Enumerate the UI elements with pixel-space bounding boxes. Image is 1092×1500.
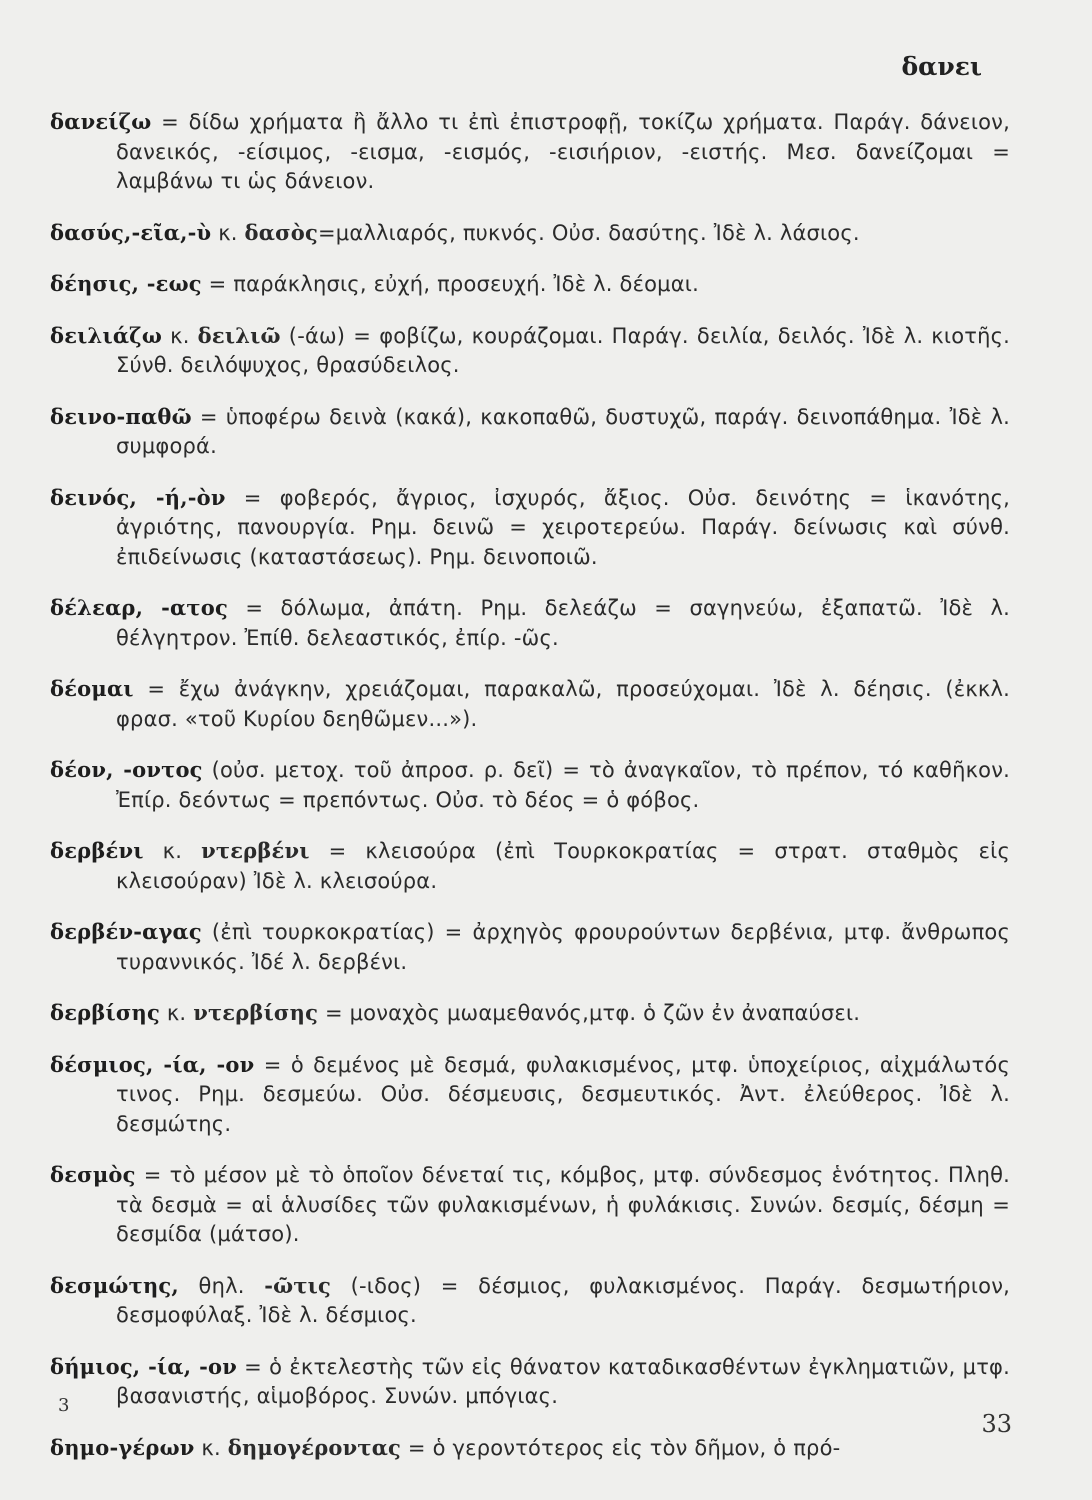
- headword: δέλεαρ, -ατος: [50, 595, 228, 620]
- dictionary-entry: [50, 674, 1010, 734]
- definition-cont: =μαλλιαρός, πυκνός. Οὐσ. δασύτης. Ἰδὲ λ. λάσιος.: [317, 220, 860, 245]
- definition: = παράκλησις, εὐχή, προσευχή. Ἰδὲ λ. δέομαι.: [201, 272, 699, 296]
- dictionary-entry: [50, 998, 1010, 1029]
- definition: = δίδω χρήματα ἢ ἄλλο τι ἐπὶ ἐπιστροφῇ, τοκίζω χρήματα. Παράγ. δάνειον, δανεικός, -είσιμος, -εισμα, -εισμός, -εισιήριον, -ειστής. Μεσ. δανείζομαι = λαμβάνω τι ὡς δάνειον.: [116, 110, 1010, 193]
- headword: δερβέν-αγας: [50, 919, 202, 944]
- headword: δεινός, -ή,-ὸν: [50, 484, 226, 510]
- definition: κ.: [211, 220, 245, 245]
- dictionary-entry: [50, 218, 1010, 249]
- dictionary-entry: [50, 1352, 1010, 1412]
- definition: κ.: [162, 323, 198, 348]
- dictionary-entry: [50, 836, 1010, 896]
- definition: κ.: [194, 1435, 228, 1460]
- definition: κ.: [159, 1001, 194, 1025]
- definition-cont: = ὁ γεροντότερος εἰς τὸν δῆμον, ὁ πρό-: [401, 1435, 841, 1460]
- page-number: 33: [981, 1410, 1012, 1438]
- dictionary-entry: [50, 402, 1010, 462]
- dictionary-entry: [50, 1271, 1010, 1331]
- variant-headword: -ῶτις: [264, 1272, 332, 1298]
- definition-cont: = μοναχὸς μωαμεθανός,μτφ. ὁ ζῶν ἐν ἀναπαύσει.: [318, 1001, 861, 1025]
- headword: δέον, -οντος: [50, 757, 203, 782]
- running-head: δανει: [901, 52, 982, 81]
- headword: δεσμώτης,: [50, 1272, 179, 1298]
- definition: (οὐσ. μετοχ. τοῦ ἀπροσ. ρ. δεῖ) = τὸ ἀναγκαῖον, τὸ πρέπον, τό καθῆκον. Ἐπίρ. δεόντως = πρεπόντως. Οὐσ. τὸ δέος = ὁ φόβος.: [116, 758, 1011, 812]
- variant-headword: δημογέροντας: [227, 1434, 402, 1460]
- definition: = ὑποφέρω δεινὰ (κακά), κακοπαθῶ, δυστυχῶ, παράγ. δεινοπάθημα. Ἰδὲ λ. συμφορά.: [116, 404, 1010, 458]
- definition: = τὸ μέσον μὲ τὸ ὁποῖον δένεταί τις, κόμβος, μτφ. σύνδεσμος ἑνότητος. Πληθ. τὰ δεσμὰ = αἱ ἁλυσίδες τῶν φυλακισμένων, ἡ φυλάκισις. Συνών. δεσμίς, δέσμη = δεσμίδα (μάτσο).: [116, 1163, 1010, 1246]
- headword: δέησις, -εως: [50, 271, 202, 296]
- dictionary-entry: [50, 1160, 1010, 1250]
- definition: = ὁ ἐκτελεστὴς τῶν εἰς θάνατον καταδικασθέντων ἐγκληματιῶν, μτφ. βασανιστής, αἱμοβόρος. Συνών. μπόγιας.: [116, 1354, 1010, 1408]
- dictionary-entry: [50, 1433, 1010, 1464]
- definition: = ὁ δεμένος μὲ δεσμά, φυλακισμένος, μτφ. ὑποχείριος, αἰχμάλωτός τινος. Ρημ. δεσμεύω. Οὐσ. δέσμευσις, δεσμευτικός. Ἀντ. ἐλεύθερος. Ἰδὲ λ. δεσμώτης.: [116, 1052, 1010, 1136]
- dictionary-entry: [50, 269, 1010, 300]
- headword: δημο-γέρων: [50, 1434, 195, 1460]
- headword: δεσμὸς: [50, 1162, 136, 1187]
- definition: (ἐπὶ τουρκοκρατίας) = ἀρχηγὸς φρουρούντων δερβένια, μτφ. ἄνθρωπος τυραννικός. Ἰδέ λ. δερβένι.: [116, 920, 1010, 974]
- headword: δασύς,-εῖα,-ὺ: [50, 219, 212, 245]
- headword: δερβίσης: [50, 1000, 160, 1025]
- variant-headword: δειλιῶ: [197, 322, 281, 348]
- dictionary-entry: [50, 593, 1010, 653]
- definition-cont: (-ιδος) = δέσμιος, φυλακισμένος. Παράγ. δεσμωτήριον, δεσμοφύλαξ. Ἰδὲ λ. δέσμιος.: [116, 1273, 1010, 1327]
- definition-cont: (-άω) = φοβίζω, κουράζομαι. Παράγ. δειλία, δειλός. Ἰδὲ λ. κιοτῆς. Σύνθ. δειλόψυχος, θρασύδειλος.: [116, 323, 1010, 377]
- headword: δέομαι: [50, 676, 134, 701]
- dictionary-entry: [50, 755, 1010, 815]
- headword: δήμιος, -ία, -ον: [50, 1353, 237, 1379]
- definition: = δόλωμα, ἀπάτη. Ρημ. δελεάζω = σαγηνεύω, ἐξαπατῶ. Ἰδὲ λ. θέλγητρον. Ἐπίθ. δελεαστικός, ἐπίρ. -ῶς.: [116, 596, 1010, 650]
- headword: δειλιάζω: [50, 322, 163, 348]
- dictionary-entry: [50, 483, 1010, 573]
- dictionary-entry: [50, 107, 1010, 197]
- variant-headword: δασὸς: [244, 219, 318, 245]
- dictionary-entry: [50, 917, 1010, 977]
- definition: = φοβερός, ἄγριος, ἰσχυρός, ἄξιος. Οὐσ. δεινότης = ἱκανότης, ἀγριότης, πανουργία. Ρημ. δεινῶ = χειροτερεύω. Παράγ. δείνωσις καὶ σύνθ. ἐπιδείνωσις (καταστάσεως). Ρημ. δεινοποιῶ.: [116, 485, 1010, 569]
- headword: δεινο-παθῶ: [50, 403, 192, 429]
- headword: δέσμιος, -ία, -ον: [50, 1051, 255, 1077]
- dictionary-entry: [50, 1050, 1010, 1140]
- definition: θηλ.: [178, 1273, 265, 1298]
- headword: δανείζω: [50, 109, 152, 134]
- definition-cont: = κλεισούρα (ἐπὶ Τουρκοκρατίας = στρατ. σταθμὸς εἰς κλεισούραν) Ἰδὲ λ. κλεισούρα.: [116, 839, 1011, 893]
- headword: δερβένι: [50, 838, 144, 863]
- definition: κ.: [143, 839, 202, 863]
- definition: = ἔχω ἀνάγκην, χρειάζομαι, παρακαλῶ, προσεύχομαι. Ἰδὲ λ. δέησις. (ἐκκλ. φρασ. «τοῦ Κυρίου δεηθῶμεν...»).: [116, 677, 1010, 731]
- entry-list: [50, 86, 1010, 1472]
- variant-headword: ντερβένι: [201, 838, 310, 863]
- variant-headword: ντερβίσης: [193, 1000, 319, 1025]
- dictionary-entry: [50, 321, 1010, 381]
- signature-mark: 3: [58, 1395, 70, 1416]
